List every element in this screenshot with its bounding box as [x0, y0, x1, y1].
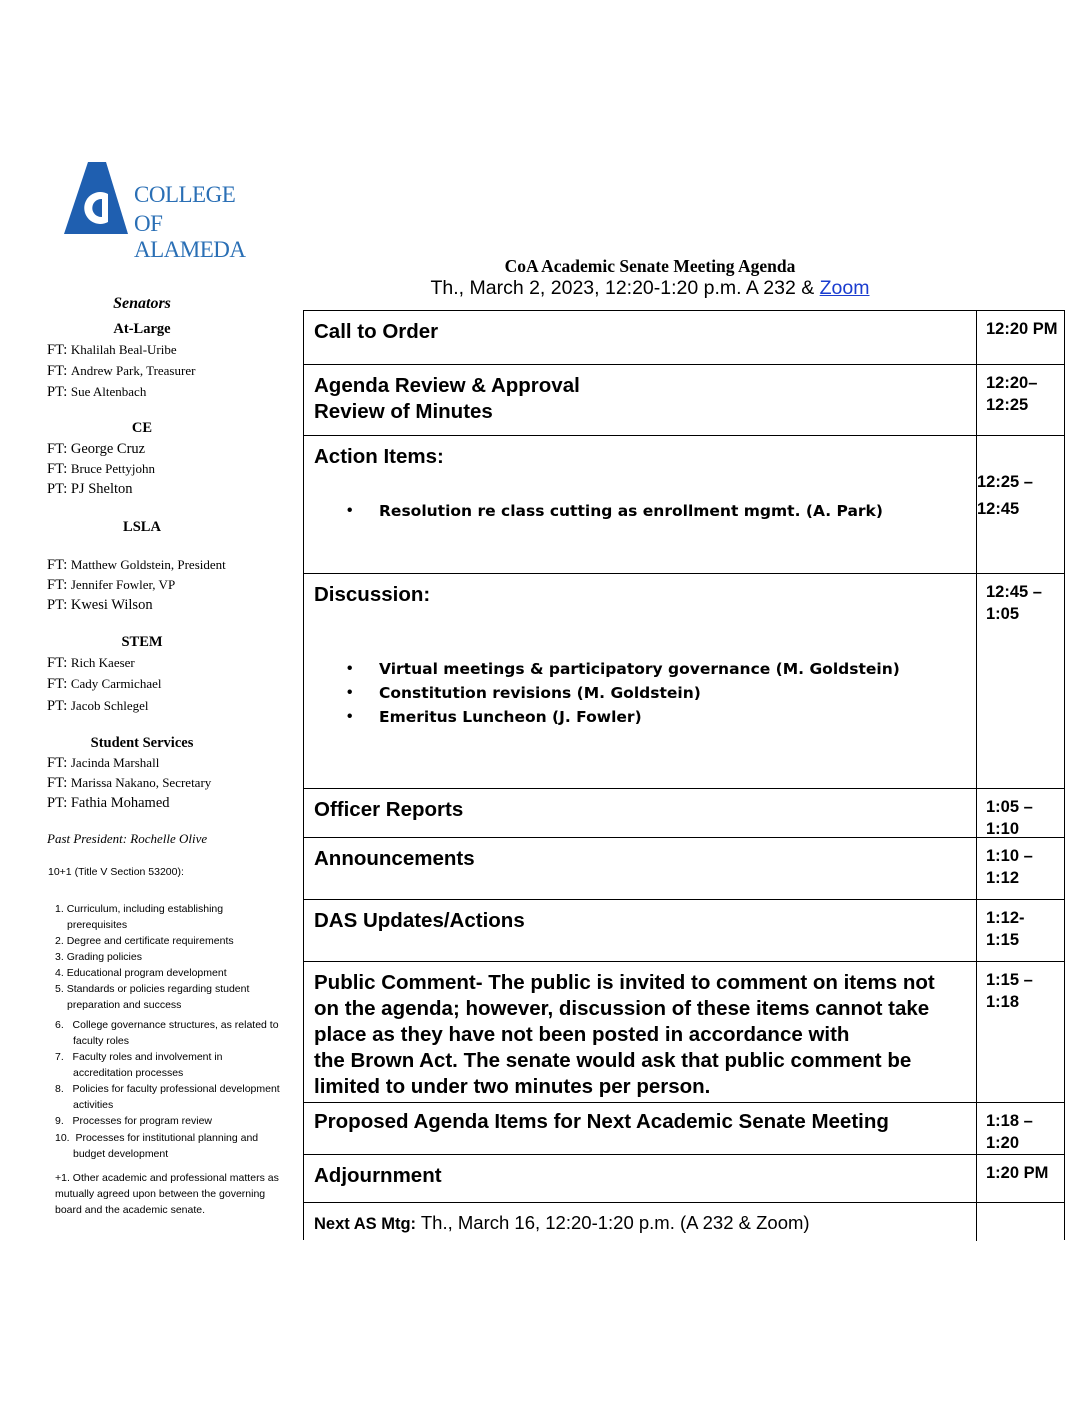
senator-entry — [47, 775, 211, 792]
senator-name: Marissa Nakano, Secretary — [70, 775, 212, 790]
agenda-item-line: Public Comment- The public is invited to comment on items not — [314, 971, 935, 994]
column-divider — [976, 1103, 977, 1154]
group-heading-lsla: LSLA — [123, 519, 161, 535]
list-item — [55, 1081, 280, 1097]
senator-name: Jennifer Fowler, VP — [70, 577, 176, 592]
time-end: 1:18 — [986, 993, 1020, 1011]
time-end: 12:45 — [977, 500, 1020, 518]
senator-name: Sue Altenbach — [70, 384, 147, 399]
list-item-text: Processes for program review — [72, 1115, 212, 1127]
list-item-number: 6. — [55, 1019, 64, 1031]
senator-type: FT: — [47, 577, 68, 593]
agenda-item-time: 1:20 PM — [986, 1164, 1049, 1182]
senator-type: FT: — [47, 461, 68, 477]
list-item-number: 5. — [55, 983, 64, 995]
college-logo — [62, 160, 272, 262]
list-item — [55, 965, 227, 981]
senator-name: Bruce Pettyjohn — [70, 461, 155, 476]
senator-entry — [47, 461, 155, 478]
time-start: 12:45 – — [986, 583, 1042, 601]
time-start: 1:18 – — [986, 1112, 1033, 1130]
list-item-text: Grading policies — [66, 951, 142, 963]
senator-name: Fathia Mohamed — [70, 795, 170, 811]
time-end: 1:15 — [986, 931, 1020, 949]
list-item — [55, 1130, 258, 1146]
list-item-number: 9. — [55, 1115, 64, 1127]
list-item-text: Curriculum, including establishing — [66, 903, 224, 915]
agenda-item-label: Action Items: — [314, 445, 444, 468]
agenda-row-discussion — [304, 574, 1064, 789]
senator-type: PT: — [47, 698, 68, 714]
senator-type: PT: — [47, 384, 68, 400]
agenda-item-label: DAS Updates/Actions — [314, 909, 525, 932]
list-item: • Constitution revisions (M. Goldstein) — [379, 681, 900, 705]
group-heading-ce: CE — [131, 420, 153, 436]
time-start: 1:10 – — [986, 847, 1033, 865]
agenda-item-label: Proposed Agenda Items for Next Academic Senate Meeting — [314, 1110, 889, 1133]
agenda-item-time — [986, 969, 1066, 1013]
column-divider — [976, 900, 977, 961]
senator-type: FT: — [47, 557, 68, 573]
senator-entry — [47, 342, 177, 359]
senators-heading: Senators — [113, 295, 171, 312]
list-item-text: Processes for institutional planning and — [75, 1132, 259, 1144]
time-end: 1:10 — [986, 820, 1020, 838]
agenda-item-line: the Brown Act. The senate would ask that public comment be — [314, 1049, 912, 1072]
agenda-item-time — [986, 907, 1066, 951]
list-item — [55, 981, 249, 997]
list-item-number: 4. — [55, 967, 64, 979]
list-item: • Virtual meetings & participatory governance (M. Goldstein) — [379, 657, 900, 681]
agenda-row-call-to-order — [304, 311, 1064, 365]
agenda-row-das-updates — [304, 900, 1064, 962]
list-item-number: 8. — [55, 1083, 64, 1095]
list-item-text: College governance structures, as related to — [72, 1019, 279, 1031]
list-item: • Emeritus Luncheon (J. Fowler) — [379, 705, 900, 729]
senator-type: FT: — [47, 655, 68, 671]
time-start: 12:20– — [986, 374, 1038, 392]
senator-entry — [47, 481, 133, 498]
senator-type: FT: — [47, 342, 68, 358]
senator-name: Khalilah Beal-Uribe — [70, 342, 177, 357]
senator-entry — [47, 676, 161, 693]
column-divider — [976, 789, 977, 837]
list-item-number: 2. — [55, 935, 64, 947]
senator-type: FT: — [47, 676, 68, 692]
list-item-text: Faculty roles and involvement in — [72, 1051, 223, 1063]
list-item-text: Degree and certificate requirements — [66, 935, 234, 947]
agenda-item-time — [977, 469, 1057, 523]
list-item-continuation: prerequisites — [67, 919, 128, 931]
column-divider — [976, 1203, 977, 1241]
agenda-item-time — [986, 581, 1066, 625]
group-heading-student-services: Student Services — [90, 735, 194, 751]
agenda-row-adjournment — [304, 1155, 1064, 1203]
senator-type: FT: — [47, 363, 68, 379]
time-start: 1:15 – — [986, 971, 1033, 989]
list-item — [55, 949, 142, 965]
agenda-row-announcements — [304, 838, 1064, 900]
column-divider — [976, 311, 977, 364]
list-item-text: Educational program development — [66, 967, 227, 979]
senator-name: PJ Shelton — [70, 481, 133, 497]
group-heading-stem: STEM — [121, 634, 163, 650]
senator-entry — [47, 441, 145, 458]
list-item — [55, 933, 234, 949]
page-title: CoA Academic Senate Meeting Agenda — [504, 256, 796, 276]
agenda-item-line: Review of Minutes — [314, 400, 493, 423]
time-end: 1:12 — [986, 869, 1020, 887]
list-item-continuation: preparation and success — [67, 999, 182, 1011]
senator-name: Matthew Goldstein, President — [70, 557, 226, 572]
agenda-item-time: 12:20 PM — [986, 320, 1058, 338]
plus-one-line: board and the academic senate. — [55, 1204, 206, 1216]
list-item-number: 10. — [55, 1132, 70, 1144]
senator-entry — [47, 384, 146, 401]
agenda-row-public-comment — [304, 962, 1064, 1103]
agenda-row-proposed-items — [304, 1103, 1064, 1155]
agenda-row-action-items — [304, 436, 1064, 574]
column-divider — [976, 838, 977, 899]
senator-name: Jacob Schlegel — [70, 698, 149, 713]
agenda-item-label: Announcements — [314, 847, 475, 870]
list-item — [55, 1049, 223, 1065]
next-meeting-label: Next AS Mtg: — [314, 1215, 417, 1233]
senator-entry — [47, 363, 195, 380]
list-item — [55, 1017, 279, 1033]
agenda-item-label — [314, 373, 969, 425]
list-item-number: 7. — [55, 1051, 64, 1063]
column-divider — [976, 574, 977, 788]
list-item-continuation: activities — [73, 1099, 114, 1111]
senator-entry — [47, 577, 175, 594]
list-item-continuation: faculty roles — [73, 1035, 130, 1047]
agenda-item-label: Adjournment — [314, 1164, 442, 1187]
agenda-item-line: place as they have not been posted in accordance with — [314, 1023, 850, 1046]
college-logo-mark-icon — [62, 160, 132, 236]
agenda-item-label: Call to Order — [314, 320, 439, 343]
senator-name: Jacinda Marshall — [70, 755, 160, 770]
list-item — [55, 901, 223, 917]
agenda-item-time — [986, 1110, 1066, 1154]
plus-one-line: +1. Other academic and professional matters as — [55, 1172, 279, 1184]
agenda-row-officer-reports — [304, 789, 1064, 838]
plus-one-line: mutually agreed upon between the governing — [55, 1188, 266, 1200]
column-divider — [976, 962, 977, 1102]
senator-name: George Cruz — [70, 441, 146, 457]
senator-entry — [47, 795, 170, 812]
list-item-number: 3. — [55, 951, 64, 963]
ten-plus-one-title: 10+1 (Title V Section 53200): — [48, 866, 184, 878]
meeting-datetime — [300, 277, 1000, 300]
action-items-list — [379, 499, 883, 523]
list-item-number: 1. — [55, 903, 64, 915]
time-end: 12:25 — [986, 396, 1029, 414]
senator-entry — [47, 698, 148, 715]
meeting-datetime-text: Th., March 2, 2023, 12:20-1:20 p.m. A 232 & — [430, 277, 820, 299]
senator-name: Kwesi Wilson — [70, 597, 153, 613]
senator-type: FT: — [47, 441, 68, 457]
group-heading-at-large: At-Large — [113, 321, 171, 337]
list-item-continuation: accreditation processes — [73, 1067, 184, 1079]
time-start: 12:25 – — [977, 473, 1033, 491]
list-item-continuation: budget development — [73, 1148, 169, 1160]
senator-entry — [47, 597, 153, 614]
time-end: 1:05 — [986, 605, 1020, 623]
senator-entry — [47, 755, 159, 772]
time-start: 1:12- — [986, 909, 1025, 927]
agenda-item-line: Agenda Review & Approval — [314, 374, 580, 397]
agenda-row-next-meeting — [304, 1203, 1064, 1241]
time-end: 1:20 — [986, 1134, 1020, 1152]
next-meeting — [314, 1210, 969, 1237]
list-item-text: Policies for faculty professional development — [72, 1083, 280, 1095]
list-item: • Resolution re class cutting as enrollment mgmt. (A. Park) — [379, 499, 883, 523]
senator-name: Cady Carmichael — [70, 676, 162, 691]
list-item — [55, 1113, 212, 1129]
senator-name: Rich Kaeser — [70, 655, 135, 670]
senator-type: FT: — [47, 775, 68, 791]
past-president: Past President: Rochelle Olive — [47, 831, 208, 846]
agenda-item-line: limited to under two minutes per person. — [314, 1075, 711, 1098]
senator-type: PT: — [47, 795, 68, 811]
agenda-item-label: Discussion: — [314, 583, 431, 606]
agenda-item-line: on the agenda; however, discussion of these items cannot take — [314, 997, 930, 1020]
agenda-table — [303, 310, 1065, 1240]
senator-type: FT: — [47, 755, 68, 771]
next-meeting-text: Th., March 16, 12:20-1:20 p.m. (A 232 & Zoom) — [416, 1212, 810, 1233]
zoom-link[interactable]: Zoom — [819, 277, 870, 299]
senator-type: PT: — [47, 481, 68, 497]
column-divider — [976, 365, 977, 435]
column-divider — [976, 1155, 977, 1202]
agenda-item-time — [986, 796, 1066, 840]
agenda-item-time — [986, 845, 1066, 889]
agenda-item-label: Officer Reports — [314, 798, 464, 821]
agenda-item-label — [314, 970, 969, 1100]
agenda-row-review — [304, 365, 1064, 436]
list-item-text: Standards or policies regarding student — [66, 983, 250, 995]
logo-line-1: COLLEGE — [134, 182, 236, 207]
time-start: 1:05 – — [986, 798, 1033, 816]
senator-type: PT: — [47, 597, 68, 613]
senator-entry — [47, 557, 226, 574]
senator-entry — [47, 655, 135, 672]
discussion-items-list — [379, 657, 900, 729]
logo-line-2: OF ALAMEDA — [134, 211, 246, 262]
agenda-item-time — [986, 372, 1066, 416]
senator-name: Andrew Park, Treasurer — [70, 363, 196, 378]
